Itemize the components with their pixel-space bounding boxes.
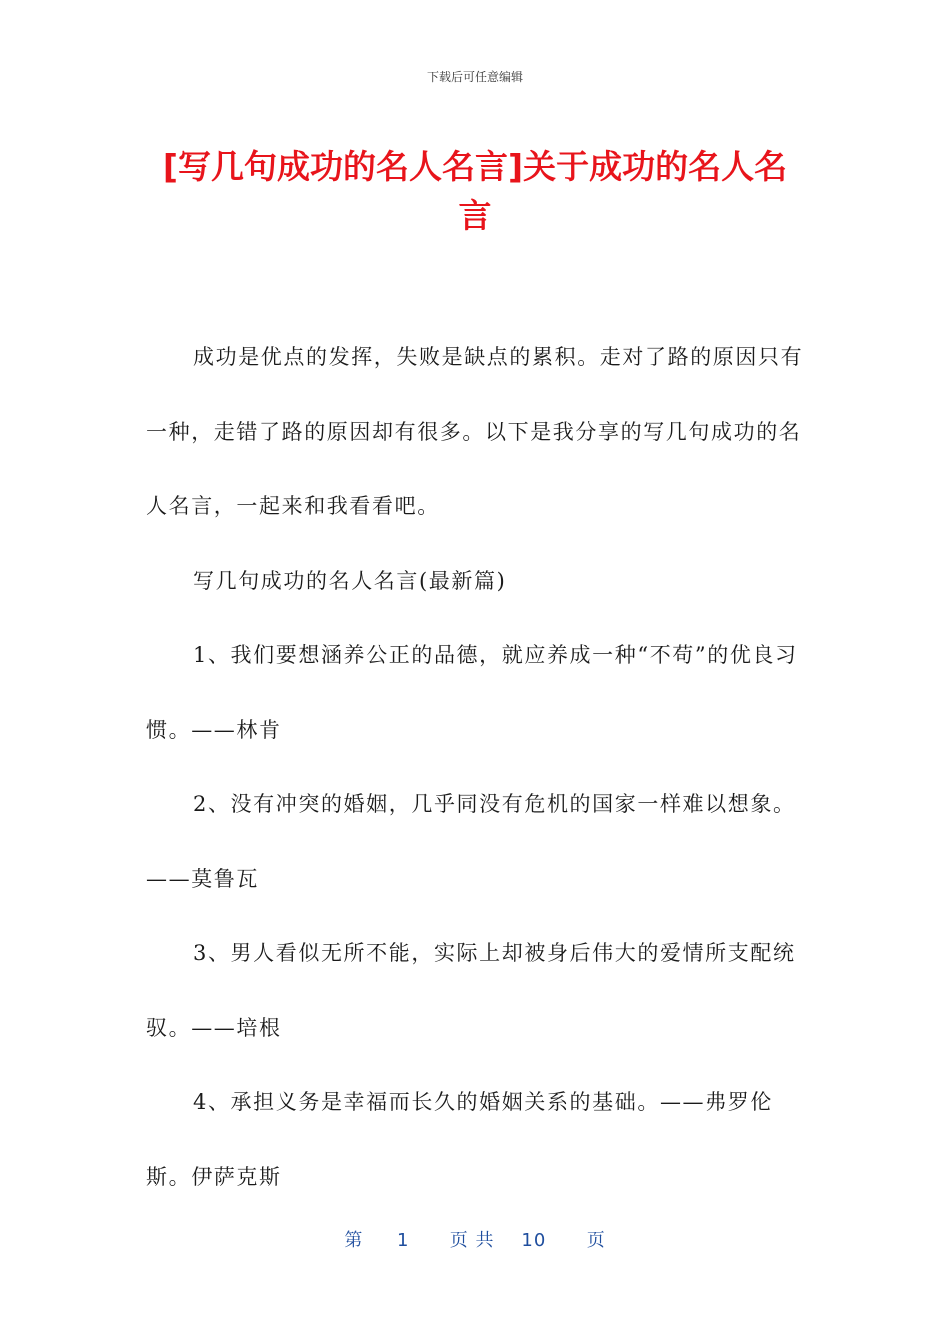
quote-item: 2、没有冲突的婚姻，几乎同没有危机的国家一样难以想象。——莫鲁瓦 — [146, 792, 796, 891]
document-body — [146, 320, 808, 1214]
section-heading: 写几句成功的名人名言(最新篇) — [193, 568, 507, 593]
total-pages-number: 10 — [521, 1230, 547, 1251]
quote-item: 4、承担义务是幸福而长久的婚姻关系的基础。——弗罗伦斯。伊萨克斯 — [146, 1090, 773, 1189]
current-page-number: 1 — [396, 1230, 410, 1251]
header-note: 下载后可任意编辑 — [426, 70, 523, 84]
intro-paragraph: 成功是优点的发挥，失败是缺点的累积。走对了路的原因只有一种，走错了路的原因却有很多。以下是我分享的写几句成功的名人名言，一起来和我看看吧。 — [146, 345, 804, 518]
document-title: [写几句成功的名人名言]关于成功的名人名言 — [162, 147, 788, 235]
quote-item: 1、我们要想涵养公正的品德，就应养成一种“不苟”的优良习惯。——林肯 — [146, 643, 798, 742]
quote-item: 3、男人看似无所不能，实际上却被身后伟大的爱情所支配统驭。——培根 — [146, 941, 796, 1040]
page-footer — [0, 1226, 950, 1252]
page-label-middle: 页 共 — [449, 1230, 495, 1251]
page-label-suffix: 页 — [586, 1230, 606, 1251]
page-label-prefix: 第 — [344, 1230, 364, 1251]
